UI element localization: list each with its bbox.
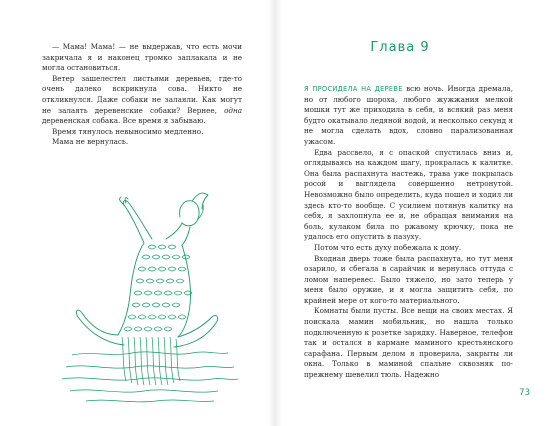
paragraph [42,74,242,127]
right-page-text [304,84,513,381]
left-page-text [42,42,242,148]
paragraph: Время тянулось невыносимо медленно. [52,126,204,136]
chapter-lead-in: Я ПРОСИДЕЛА НА ДЕРЕВЕ [304,85,403,93]
paragraph: Комнаты были пусты. Все вещи на своих местах. Я поискала мамин мобильник, но нашла только подключенную к розетке зарядку. Наверное, телефон так и остался в кармане маминого крестьянского сарафана. Первым делом я проверила, закрыты ли окна. Только в маминой спальне сквозняк по-прежнему шевелил тюль. Надежно [304,306,513,380]
paragraph: Мама не вернулась. [52,137,129,147]
paragraph: Едва рассвело, я с опаской спустилась вниз и, оглядываясь на каждом шагу, прокралась к калитке. Она была распахнута настежь, трава уже покрылась росой и выглядела совершенно нетронутой. Невозможно было определить, куда пошел и ходил ли здесь кто-то вообще. С усилием потянув калитку на себя, я захлопнула ее и, не обращая внимания на боль, кулаком била по ржавому крючку, пока не удалось его опустить в пазуху. [304,147,513,242]
page-number: 73 [519,388,530,398]
chapter-title: Глава 9 [370,40,430,55]
paragraph-text: всю ночь. Иногда дремала, но от любого шороха, любого жужжания мелкой мошки тут же приходила в себя, и всякий раз меня будто окатывало ледяной водой, и несколько секунд я не могла сделать вдох, словно парализованная ужасом. [304,84,513,146]
paragraph-text: Ветер зашелестел листьями деревьев, где-то очень далеко вскрикнула сова. Никто не откликнулся. Даже собаки не залаяли. Как могут не залаять деревенские собаки? Вернее, [42,73,242,115]
paragraph [304,84,513,148]
paragraph: — Мама! Мама! — не выдержав, что есть мочи закричала я и наконец громко заплакала и не могла остановиться. [42,42,242,73]
paragraph: Потом что есть духу побежала к дому. [314,242,462,252]
girl-rising-from-water-illustration [52,185,242,410]
italic-word: одна [224,105,242,115]
paragraph-tail: деревенская собака. Все время я забываю. [42,116,206,126]
paragraph: Входная дверь тоже была распахнута, но тут меня озарило, и сбегала в сарайчик и вернулась оттуда с ломом наперевес. Было тяжело, но зато теперь у меня было оружие, и я могла защитить себя, по крайней мере от кого-то материального. [304,253,513,305]
